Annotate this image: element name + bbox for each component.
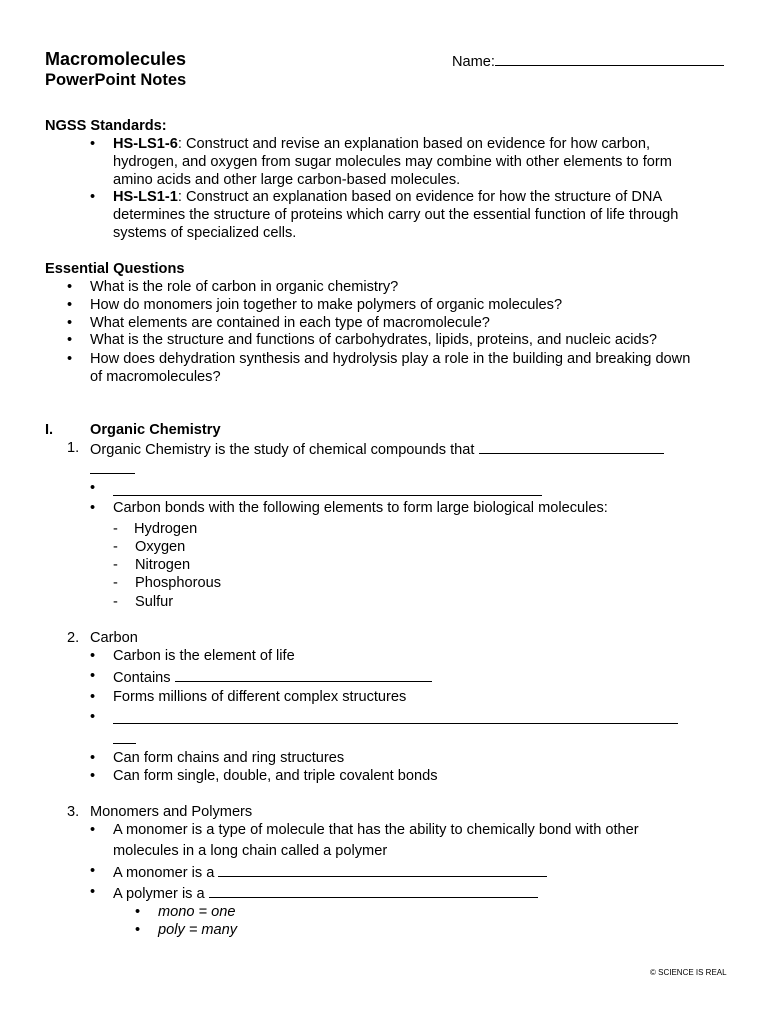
dash-icon: - [113, 594, 118, 610]
element-item: Hydrogen [134, 521, 198, 537]
dash-icon: - [113, 557, 118, 573]
page-title: Macromolecules [45, 49, 187, 69]
item-heading-carbon: Carbon [90, 630, 138, 646]
monomer-blank-line: A monomer is a [113, 862, 547, 882]
item-number: 2. [67, 630, 80, 646]
bullet-icon: • [90, 863, 96, 879]
question-item: How do monomers join together to make polymers of organic molecules? [90, 297, 563, 313]
item-number: 3. [67, 804, 80, 820]
bullet-icon: • [90, 668, 96, 684]
carbon-note: Carbon is the element of life [113, 648, 295, 664]
standard-ls1-1-line3: systems of specialized cells. [113, 225, 297, 241]
organic-chemistry-definition: Organic Chemistry is the study of chemical compounds that [90, 439, 664, 459]
standard-ls1-6-line1: HS-LS1-6: Construct and revise an explanation based on evidence for how carbon, [113, 136, 651, 152]
carbon-bonds-text: Carbon bonds with the following elements to form large biological molecules: [113, 500, 608, 516]
contains-blank[interactable] [175, 667, 432, 682]
bullet-icon: • [67, 315, 73, 331]
monomer-definition-line1: A monomer is a type of molecule that has the ability to chemically bond with other [113, 822, 639, 838]
bullet-icon: • [135, 922, 141, 938]
bullet-icon: • [90, 136, 96, 152]
element-item: Sulfur [135, 594, 174, 610]
monomer-definition-line2: molecules in a long chain called a polymer [113, 843, 388, 859]
standard-ls1-1-line2: determines the structure of proteins which carry out the essential function of life through [113, 207, 679, 223]
bullet-icon: • [67, 279, 73, 295]
bullet-icon: • [90, 709, 96, 725]
bullet-icon: • [90, 648, 96, 664]
bullet-icon: • [90, 822, 96, 838]
bullet-icon: • [90, 500, 96, 516]
question-item: How does dehydration synthesis and hydrolysis play a role in the building and breaking down [90, 351, 691, 367]
bullet-icon: • [67, 297, 73, 313]
bullet-icon: • [67, 351, 73, 367]
dash-icon: - [113, 521, 118, 537]
name-field[interactable] [452, 51, 724, 71]
carbon-contains: Contains [113, 667, 432, 687]
bullet-icon: • [90, 750, 96, 766]
dash-icon: - [113, 575, 118, 591]
carbon-note: Can form chains and ring structures [113, 750, 345, 766]
carbon-note: Forms millions of different complex structures [113, 689, 407, 705]
fill-in-blank[interactable] [113, 709, 678, 724]
bullet-icon: • [90, 480, 96, 496]
essential-questions-heading: Essential Questions [45, 261, 185, 277]
element-item: Oxygen [135, 539, 186, 555]
standard-ls1-6-line3: amino acids and other large carbon-based molecules. [113, 172, 461, 188]
bullet-icon: • [67, 332, 73, 348]
poly-definition: poly = many [158, 922, 238, 938]
element-item: Phosphorous [135, 575, 222, 591]
polymer-blank[interactable] [209, 883, 538, 898]
item-heading-monomers: Monomers and Polymers [90, 804, 253, 820]
copyright-footer: © SCIENCE IS REAL [650, 968, 727, 977]
standard-code: HS-LS1-1 [113, 189, 178, 205]
ngss-heading: NGSS Standards: [45, 118, 167, 134]
standard-code: HS-LS1-6 [113, 136, 178, 152]
item-number: 1. [67, 440, 80, 456]
bullet-icon: • [90, 768, 96, 784]
question-item: What elements are contained in each type of macromolecule? [90, 315, 490, 331]
bullet-icon: • [135, 904, 141, 920]
question-item-continued: of macromolecules? [90, 369, 221, 385]
question-item: What is the structure and functions of carbohydrates, lipids, proteins, and nucleic acids? [90, 332, 658, 348]
element-item: Nitrogen [135, 557, 191, 573]
standard-ls1-1-line1: HS-LS1-1: Construct an explanation based on evidence for how the structure of DNA [113, 189, 663, 205]
dash-icon: - [113, 539, 118, 555]
carbon-note: Can form single, double, and triple covalent bonds [113, 768, 438, 784]
fill-in-blank[interactable] [113, 481, 542, 496]
bullet-icon: • [90, 884, 96, 900]
section-heading: Organic Chemistry [90, 422, 221, 438]
bullet-icon: • [90, 189, 96, 205]
definition-blank-continued[interactable] [90, 459, 135, 474]
bullet-icon: • [90, 689, 96, 705]
standard-ls1-6-line2: hydrogen, and oxygen from sugar molecules may combine with other elements to form [113, 154, 672, 170]
definition-blank[interactable] [479, 439, 664, 454]
question-item: What is the role of carbon in organic chemistry? [90, 279, 399, 295]
fill-in-blank-continued[interactable] [113, 729, 136, 744]
name-blank[interactable] [495, 51, 724, 66]
polymer-blank-line: A polymer is a [113, 883, 538, 903]
page-subtitle: PowerPoint Notes [45, 71, 187, 89]
name-label: Name: [452, 54, 495, 70]
monomer-blank[interactable] [218, 862, 547, 877]
section-numeral: I. [45, 422, 54, 438]
mono-definition: mono = one [158, 904, 236, 920]
